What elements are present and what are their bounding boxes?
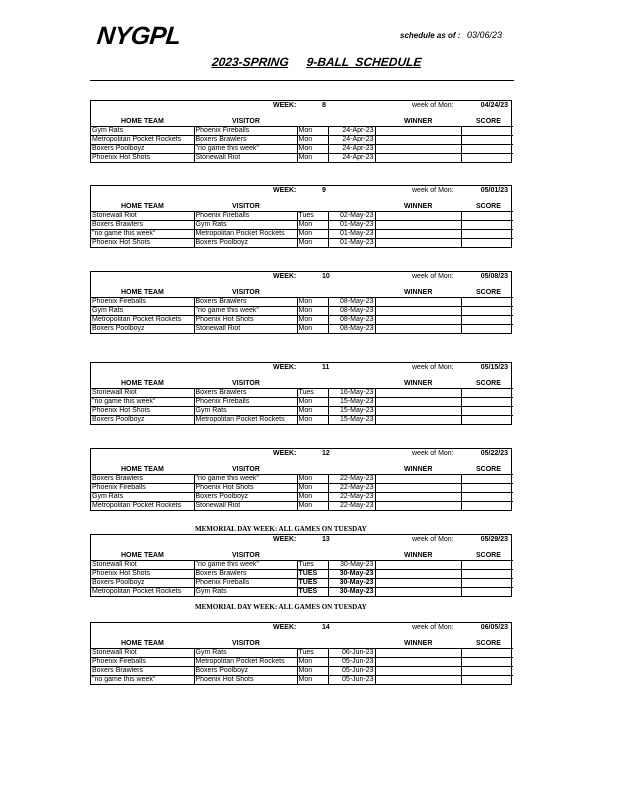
home-team-header: HOME TEAM (121, 289, 164, 296)
visitor-header: VISITOR (232, 289, 260, 296)
game-date: 01-May-23 (328, 221, 375, 230)
week-of-date: 05/22/23 (480, 450, 508, 457)
game-date: 06-Jun-23 (328, 649, 375, 658)
week-of-label: week of Mon: (412, 364, 454, 371)
visitor-team: Stonewall Riot (194, 502, 297, 511)
winner-cell (375, 416, 461, 425)
game-day: TUES (297, 588, 328, 597)
score-header: SCORE (476, 552, 501, 559)
game-row (91, 307, 513, 316)
game-row (91, 221, 513, 230)
game-date: 15-May-23 (328, 416, 375, 425)
score-cell (461, 136, 513, 145)
visitor-team: Phoenix Fireballs (194, 127, 297, 136)
game-row (91, 676, 513, 685)
winner-cell (375, 561, 461, 570)
visitor-team: "no game this week" (194, 145, 297, 154)
game-row (91, 667, 513, 676)
score-header: SCORE (476, 289, 501, 296)
week-number: 10 (322, 273, 330, 280)
winner-header: WINNER (404, 289, 433, 296)
column-headers (91, 551, 511, 560)
schedule-as-of-date: 03/06/23 (467, 30, 503, 40)
score-cell (461, 212, 513, 221)
week-number: 9 (322, 187, 326, 194)
winner-cell (375, 579, 461, 588)
home-team: Metropolitan Pocket Rockets (91, 588, 194, 597)
game-date: 22-May-23 (328, 502, 375, 511)
home-team-header: HOME TEAM (121, 552, 164, 559)
home-team: Phoenix Hot Shots (91, 154, 194, 163)
game-day: Mon (297, 398, 328, 407)
visitor-team: Phoenix Hot Shots (194, 676, 297, 685)
home-team-header: HOME TEAM (121, 203, 164, 210)
game-date: 08-May-23 (328, 325, 375, 334)
winner-cell (375, 325, 461, 334)
week-block (90, 622, 512, 685)
game-day: Tues (297, 212, 328, 221)
winner-cell (375, 502, 461, 511)
week-of-date: 05/29/23 (480, 536, 508, 543)
score-cell (461, 667, 513, 676)
visitor-team: Boxers Brawlers (194, 389, 297, 398)
game-row (91, 325, 513, 334)
visitor-header: VISITOR (232, 640, 260, 647)
week-block (90, 185, 512, 248)
column-headers (91, 288, 511, 297)
games-table (91, 560, 513, 596)
home-team-header: HOME TEAM (121, 640, 164, 647)
home-team: "no game this week" (91, 676, 194, 685)
score-header: SCORE (476, 640, 501, 647)
game-date: 15-May-23 (328, 398, 375, 407)
home-team: "no game this week" (91, 230, 194, 239)
winner-cell (375, 298, 461, 307)
header-divider (90, 80, 514, 81)
visitor-team: Boxers Poolboyz (194, 493, 297, 502)
week-header (91, 101, 511, 110)
week-header (91, 186, 511, 195)
winner-cell (375, 136, 461, 145)
winner-cell (375, 676, 461, 685)
column-headers (91, 117, 511, 126)
winner-cell (375, 221, 461, 230)
score-cell (461, 127, 513, 136)
week-label: WEEK: (273, 364, 297, 371)
week-block (90, 100, 512, 163)
schedule-as-of-label: schedule as of : (400, 31, 461, 40)
game-day: Mon (297, 307, 328, 316)
score-header: SCORE (476, 380, 501, 387)
week-label: WEEK: (273, 273, 297, 280)
week-header (91, 272, 511, 281)
game-day: Mon (297, 221, 328, 230)
score-cell (461, 221, 513, 230)
week-of-label: week of Mon: (412, 624, 454, 631)
winner-cell (375, 475, 461, 484)
game-row (91, 145, 513, 154)
games-table (91, 648, 513, 684)
title-event: 9-BALL SCHEDULE (305, 55, 423, 69)
game-date: 24-Apr-23 (328, 145, 375, 154)
home-team: Stonewall Riot (91, 389, 194, 398)
game-date: 30-May-23 (328, 588, 375, 597)
home-team: Phoenix Fireballs (91, 658, 194, 667)
week-of-date: 06/05/23 (480, 624, 508, 631)
visitor-team: Phoenix Fireballs (194, 398, 297, 407)
week-block (90, 362, 512, 425)
winner-cell (375, 493, 461, 502)
game-day: Tues (297, 389, 328, 398)
game-row (91, 127, 513, 136)
game-date: 01-May-23 (328, 239, 375, 248)
game-row (91, 588, 513, 597)
winner-cell (375, 145, 461, 154)
winner-cell (375, 398, 461, 407)
winner-header: WINNER (404, 640, 433, 647)
game-row (91, 398, 513, 407)
game-day: Mon (297, 658, 328, 667)
week-header (91, 363, 511, 372)
home-team: Boxers Brawlers (91, 475, 194, 484)
home-team: Boxers Brawlers (91, 667, 194, 676)
game-date: 24-Apr-23 (328, 136, 375, 145)
game-row (91, 316, 513, 325)
game-date: 30-May-23 (328, 561, 375, 570)
score-cell (461, 389, 513, 398)
visitor-team: Phoenix Fireballs (194, 212, 297, 221)
home-team: Metropolitan Pocket Rockets (91, 502, 194, 511)
winner-cell (375, 649, 461, 658)
home-team: Phoenix Fireballs (91, 298, 194, 307)
week-block (90, 534, 512, 597)
winner-cell (375, 239, 461, 248)
week-label: WEEK: (273, 450, 297, 457)
visitor-team: Gym Rats (194, 588, 297, 597)
game-row (91, 416, 513, 425)
score-cell (461, 230, 513, 239)
memorial-day-note: MEMORIAL DAY WEEK: ALL GAMES ON TUESDAY (195, 525, 367, 533)
game-day: Mon (297, 316, 328, 325)
score-cell (461, 316, 513, 325)
games-table (91, 211, 513, 247)
home-team: Metropolitan Pocket Rockets (91, 316, 194, 325)
score-cell (461, 561, 513, 570)
game-day: Tues (297, 561, 328, 570)
game-date: 05-Jun-23 (328, 658, 375, 667)
winner-header: WINNER (404, 466, 433, 473)
score-header: SCORE (476, 203, 501, 210)
week-of-date: 04/24/23 (480, 102, 508, 109)
column-headers (91, 465, 511, 474)
score-cell (461, 493, 513, 502)
visitor-team: Phoenix Fireballs (194, 579, 297, 588)
score-cell (461, 649, 513, 658)
game-row (91, 154, 513, 163)
score-cell (461, 416, 513, 425)
game-day: Mon (297, 502, 328, 511)
winner-header: WINNER (404, 380, 433, 387)
memorial-day-note: MEMORIAL DAY WEEK: ALL GAMES ON TUESDAY (195, 603, 367, 611)
visitor-team: Metropolitan Pocket Rockets (194, 230, 297, 239)
game-row (91, 658, 513, 667)
winner-header: WINNER (404, 552, 433, 559)
visitor-header: VISITOR (232, 118, 260, 125)
week-label: WEEK: (273, 624, 297, 631)
winner-cell (375, 484, 461, 493)
home-team: Stonewall Riot (91, 212, 194, 221)
column-headers (91, 639, 511, 648)
game-row (91, 502, 513, 511)
visitor-team: Phoenix Hot Shots (194, 316, 297, 325)
game-row (91, 407, 513, 416)
winner-cell (375, 316, 461, 325)
score-cell (461, 588, 513, 597)
game-day: Tues (297, 649, 328, 658)
visitor-team: "no game this week" (194, 561, 297, 570)
game-date: 15-May-23 (328, 407, 375, 416)
week-header (91, 535, 511, 544)
game-day: Mon (297, 154, 328, 163)
game-date: 24-Apr-23 (328, 127, 375, 136)
schedule-title (211, 55, 422, 69)
game-date: 30-May-23 (328, 579, 375, 588)
week-number: 13 (322, 536, 330, 543)
game-date: 08-May-23 (328, 316, 375, 325)
winner-cell (375, 407, 461, 416)
winner-cell (375, 389, 461, 398)
home-team: Boxers Poolboyz (91, 579, 194, 588)
home-team-header: HOME TEAM (121, 380, 164, 387)
winner-header: WINNER (404, 118, 433, 125)
games-table (91, 297, 513, 333)
score-cell (461, 154, 513, 163)
winner-cell (375, 230, 461, 239)
game-row (91, 230, 513, 239)
game-row (91, 239, 513, 248)
game-day: Mon (297, 239, 328, 248)
week-label: WEEK: (273, 536, 297, 543)
week-of-label: week of Mon: (412, 536, 454, 543)
home-team: Metropolitan Pocket Rockets (91, 136, 194, 145)
visitor-team: "no game this week" (194, 475, 297, 484)
game-day: Mon (297, 475, 328, 484)
home-team-header: HOME TEAM (121, 466, 164, 473)
score-cell (461, 502, 513, 511)
visitor-team: Gym Rats (194, 407, 297, 416)
games-table (91, 388, 513, 424)
column-headers (91, 379, 511, 388)
visitor-team: Gym Rats (194, 221, 297, 230)
home-team: Stonewall Riot (91, 561, 194, 570)
week-of-date: 05/15/23 (480, 364, 508, 371)
game-day: Mon (297, 136, 328, 145)
winner-cell (375, 154, 461, 163)
score-cell (461, 298, 513, 307)
week-header (91, 623, 511, 632)
winner-header: WINNER (404, 203, 433, 210)
visitor-team: Boxers Poolboyz (194, 667, 297, 676)
game-day: Mon (297, 676, 328, 685)
visitor-team: Boxers Brawlers (194, 298, 297, 307)
game-date: 22-May-23 (328, 493, 375, 502)
game-day: Mon (297, 325, 328, 334)
game-day: Mon (297, 230, 328, 239)
score-cell (461, 307, 513, 316)
games-table (91, 474, 513, 510)
game-day: Mon (297, 407, 328, 416)
winner-cell (375, 588, 461, 597)
game-day: Mon (297, 145, 328, 154)
game-row (91, 212, 513, 221)
game-date: 08-May-23 (328, 307, 375, 316)
visitor-header: VISITOR (232, 380, 260, 387)
game-date: 30-May-23 (328, 570, 375, 579)
game-row (91, 389, 513, 398)
home-team-header: HOME TEAM (121, 118, 164, 125)
home-team: Gym Rats (91, 127, 194, 136)
score-cell (461, 570, 513, 579)
week-number: 8 (322, 102, 326, 109)
home-team: Gym Rats (91, 493, 194, 502)
home-team: Boxers Poolboyz (91, 416, 194, 425)
winner-cell (375, 212, 461, 221)
game-day: TUES (297, 579, 328, 588)
game-day: Mon (297, 416, 328, 425)
visitor-team: Gym Rats (194, 649, 297, 658)
score-cell (461, 658, 513, 667)
winner-cell (375, 658, 461, 667)
home-team: Boxers Poolboyz (91, 145, 194, 154)
game-date: 08-May-23 (328, 298, 375, 307)
week-block (90, 271, 512, 334)
game-day: Mon (297, 484, 328, 493)
week-of-date: 05/08/23 (480, 273, 508, 280)
score-header: SCORE (476, 118, 501, 125)
score-cell (461, 145, 513, 154)
week-of-date: 05/01/23 (480, 187, 508, 194)
game-day: Mon (297, 493, 328, 502)
home-team: Boxers Poolboyz (91, 325, 194, 334)
score-cell (461, 398, 513, 407)
game-day: Mon (297, 298, 328, 307)
game-date: 05-Jun-23 (328, 676, 375, 685)
visitor-team: Stonewall Riot (194, 325, 297, 334)
game-date: 22-May-23 (328, 475, 375, 484)
score-header: SCORE (476, 466, 501, 473)
score-cell (461, 325, 513, 334)
week-of-label: week of Mon: (412, 450, 454, 457)
title-season: 2023-SPRING (211, 55, 290, 69)
winner-cell (375, 570, 461, 579)
week-of-label: week of Mon: (412, 273, 454, 280)
game-date: 16-May-23 (328, 389, 375, 398)
week-of-label: week of Mon: (412, 102, 454, 109)
game-row (91, 649, 513, 658)
game-date: 01-May-23 (328, 230, 375, 239)
home-team: Gym Rats (91, 307, 194, 316)
score-cell (461, 676, 513, 685)
week-number: 12 (322, 450, 330, 457)
week-header (91, 449, 511, 458)
game-day: Mon (297, 667, 328, 676)
visitor-header: VISITOR (232, 203, 260, 210)
visitor-team: Phoenix Hot Shots (194, 484, 297, 493)
winner-cell (375, 667, 461, 676)
week-label: WEEK: (273, 187, 297, 194)
home-team: Phoenix Fireballs (91, 484, 194, 493)
week-of-label: week of Mon: (412, 187, 454, 194)
game-row (91, 493, 513, 502)
game-date: 24-Apr-23 (328, 154, 375, 163)
visitor-header: VISITOR (232, 552, 260, 559)
visitor-header: VISITOR (232, 466, 260, 473)
visitor-team: Boxers Brawlers (194, 570, 297, 579)
game-row (91, 298, 513, 307)
visitor-team: Boxers Poolboyz (194, 239, 297, 248)
score-cell (461, 407, 513, 416)
league-logo: NYGPL (95, 22, 183, 50)
winner-cell (375, 307, 461, 316)
home-team: Phoenix Hot Shots (91, 239, 194, 248)
game-row (91, 561, 513, 570)
score-cell (461, 239, 513, 248)
home-team: Boxers Brawlers (91, 221, 194, 230)
score-cell (461, 475, 513, 484)
game-row (91, 484, 513, 493)
game-row (91, 570, 513, 579)
game-row (91, 579, 513, 588)
winner-cell (375, 127, 461, 136)
week-number: 11 (322, 364, 330, 371)
home-team: Phoenix Hot Shots (91, 570, 194, 579)
game-day: Mon (297, 127, 328, 136)
visitor-team: "no game this week" (194, 307, 297, 316)
game-date: 02-May-23 (328, 212, 375, 221)
week-label: WEEK: (273, 102, 297, 109)
home-team: Stonewall Riot (91, 649, 194, 658)
score-cell (461, 579, 513, 588)
game-day: TUES (297, 570, 328, 579)
score-cell (461, 484, 513, 493)
games-table (91, 126, 513, 162)
visitor-team: Metropolitan Pocket Rockets (194, 658, 297, 667)
home-team: Phoenix Hot Shots (91, 407, 194, 416)
game-date: 05-Jun-23 (328, 667, 375, 676)
home-team: "no game this week" (91, 398, 194, 407)
week-number: 14 (322, 624, 330, 631)
week-block (90, 448, 512, 511)
column-headers (91, 202, 511, 211)
game-date: 22-May-23 (328, 484, 375, 493)
game-row (91, 136, 513, 145)
game-row (91, 475, 513, 484)
visitor-team: Boxers Brawlers (194, 136, 297, 145)
visitor-team: Metropolitan Pocket Rockets (194, 416, 297, 425)
visitor-team: Stonewall Riot (194, 154, 297, 163)
